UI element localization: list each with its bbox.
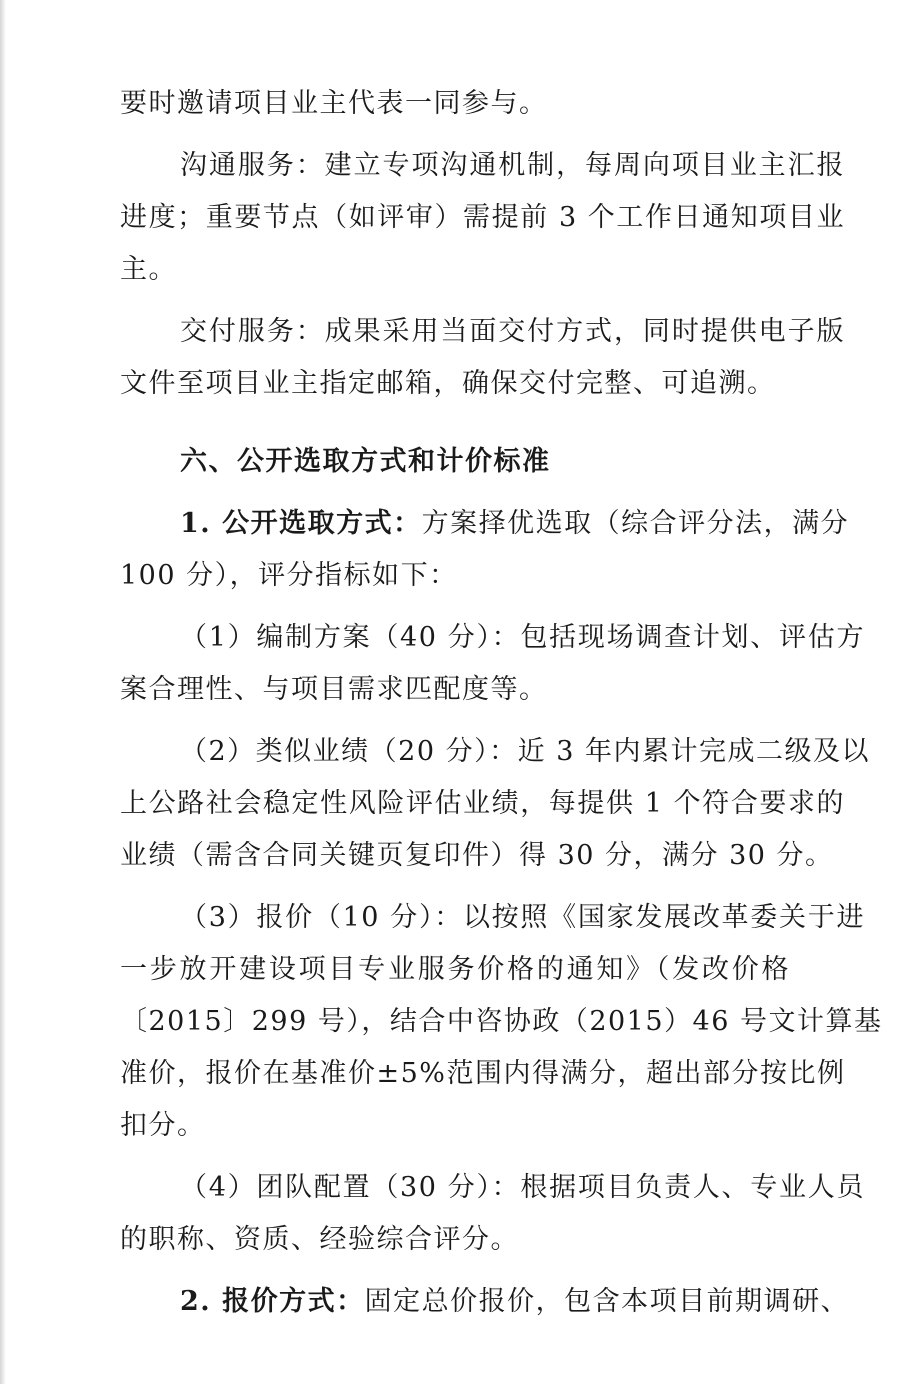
paragraph-line: 要时邀请项目业主代表一同参与。 xyxy=(120,88,548,119)
paragraph-line: 沟通服务：建立专项沟通机制，每周向项目业主汇报 xyxy=(180,150,845,181)
paragraph-line: 进度；重要节点（如评审）需提前 3 个工作日通知项目业 xyxy=(120,202,845,233)
paragraph-line: 一步放开建设项目专业服务价格的通知》（发改价格 xyxy=(120,954,790,985)
paragraph-line: 业绩（需含合同关键页复印件）得 30 分，满分 30 分。 xyxy=(120,840,834,871)
paragraph-line: （2）类似业绩（20 分）：近 3 年内累计完成二级及以 xyxy=(180,736,870,767)
paragraph-line: 1. 公开选取方式：方案择优选取（综合评分法，满分 xyxy=(180,508,850,539)
section-heading: 六、公开选取方式和计价标准 xyxy=(180,446,551,477)
paragraph-line: 案合理性、与项目需求匹配度等。 xyxy=(120,674,548,705)
paragraph-line: 的职称、资质、经验综合评分。 xyxy=(120,1224,519,1255)
paragraph-line: 100 分），评分指标如下： xyxy=(120,560,458,591)
paragraph-line: 文件至项目业主指定邮箱，确保交付完整、可追溯。 xyxy=(120,368,776,399)
paragraph-line: 2. 报价方式：固定总价报价，包含本项目前期调研、 xyxy=(180,1286,850,1317)
quote-method-label: 2. 报价方式： xyxy=(180,1286,365,1317)
paragraph-line: （3）报价（10 分）：以按照《国家发展改革委关于进 xyxy=(180,902,865,933)
selection-method-label: 1. 公开选取方式： xyxy=(180,508,422,539)
paragraph-line: 扣分。 xyxy=(120,1110,206,1141)
paragraph-line: 主。 xyxy=(120,254,177,285)
paragraph-line: 准价，报价在基准价±5%范围内得满分，超出部分按比例 xyxy=(120,1058,846,1089)
paragraph-line: 〔2015〕299 号），结合中咨协政（2015）46 号文计算基 xyxy=(120,1006,883,1037)
paragraph-line: （1）编制方案（40 分）：包括现场调查计划、评估方 xyxy=(180,622,865,653)
paragraph-line: 交付服务：成果采用当面交付方式，同时提供电子版 xyxy=(180,316,845,347)
paragraph-line: 上公路社会稳定性风险评估业绩，每提供 1 个符合要求的 xyxy=(120,788,845,819)
scan-edge-shadow xyxy=(0,0,6,1384)
paragraph-line: （4）团队配置（30 分）：根据项目负责人、专业人员 xyxy=(180,1172,865,1203)
